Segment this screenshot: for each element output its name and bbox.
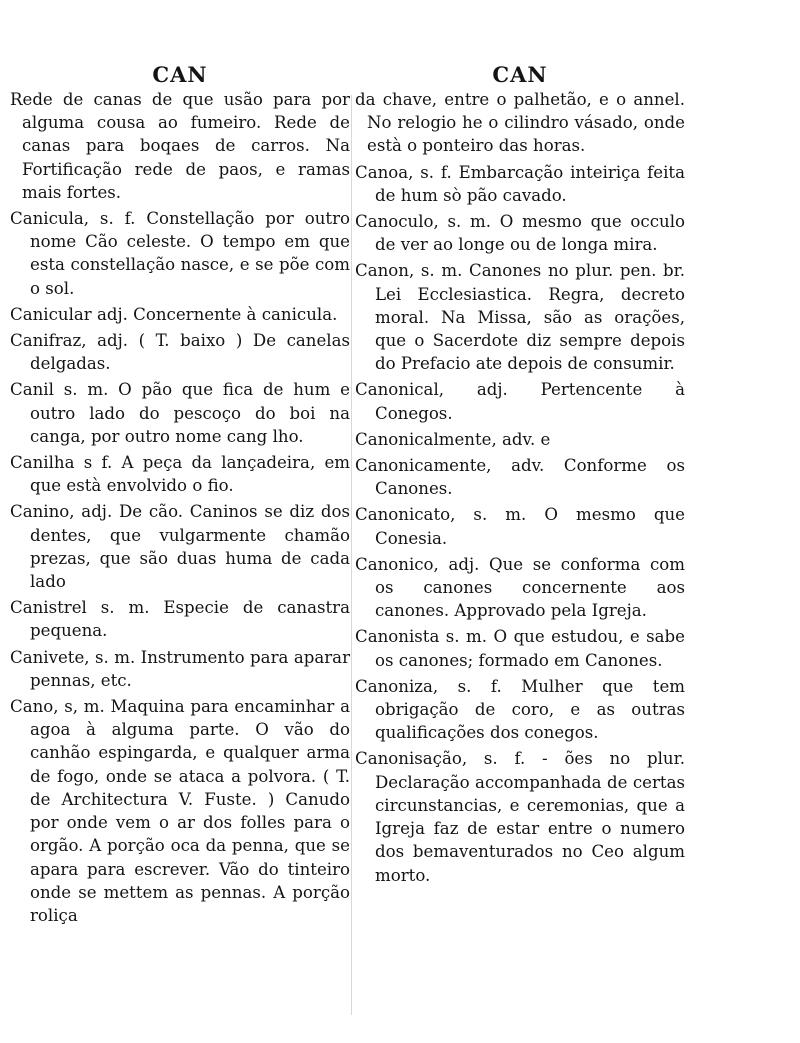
entry-canicula: Canicula, s. f. Constellação por outro nome Cão celeste. O tempo em que esta constellação nasce, e se põe com o sol. <box>10 209 350 298</box>
entry-canonisacao: Canonisação, s. f. - ões no plur. Declaração accompanhada de certas circunstancias, e ceremonias, que a Igreja faz de estar entre o numero dos bemaventurados no Ceo algum morto. <box>355 749 685 885</box>
left-running-header: CAN <box>152 62 208 87</box>
right-running-header: CAN <box>492 62 548 87</box>
entry-canonicalmente: Canonicalmente, adv. e <box>355 429 551 449</box>
entry-canonicato: Canonicato, s. m. O mesmo que Conesia. <box>355 505 685 548</box>
entry-canivete: Canivete, s. m. Instrumento para aparar pennas, etc. <box>10 647 350 690</box>
entry-canonista: Canonista s. m. O que estudou, e sabe os canones; formado em Canones. <box>355 627 685 670</box>
entry-canonical: Canonical, adj. Pertencente à Conegos. <box>355 380 685 423</box>
entry-rede-continuation: Rede de canas de que usão para por alguma cousa ao fumeiro. Rede de canas para boqaes de carros. Na Fortificação rede de paos, e ramas mais fortes. <box>10 90 350 202</box>
entry-canonicamente: Canonicamente, adv. Conforme os Canones. <box>355 456 685 499</box>
entry-canil: Canil s. m. O pão que fica de hum e outro lado do pescoço do boi na canga, por outro nome cang lho. <box>10 380 350 446</box>
entry-cano-continuation: da chave, entre o palhetão, e o annel. No relogio he o cilindro vásado, onde està o ponteiro das horas. <box>355 90 685 156</box>
entry-canino: Canino, adj. De cão. Caninos se diz dos dentes, que vulgarmente chamão prezas, que são duas huma de cada lado <box>10 502 350 592</box>
entry-canoa: Canoa, s. f. Embarcação inteiriça feita de hum sò pão cavado. <box>355 162 685 205</box>
column-divider <box>351 95 352 1015</box>
entry-canonico: Canonico, adj. Que se conforma com os canones concernente aos canones. Approvado pela Igreja. <box>355 554 685 621</box>
entry-canoculo: Canoculo, s. m. O mesmo que occulo de ver ao longe ou de longa mira. <box>355 212 685 255</box>
entry-canifraz: Canifraz, adj. ( T. baixo ) De canelas delgadas. <box>10 331 350 374</box>
entry-canilha: Canilha s f. A peça da lançadeira, em que està envolvido o fio. <box>10 453 350 496</box>
entry-cano: Cano, s, m. Maquina para encaminhar a agoa à alguma parte. O vão do canhão espingarda, e qualquer arma de fogo, onde se ataca a polvora. ( T. de Architectura V. Fuste. ) Canudo por onde vem o ar dos folles para o orgão. A porção oca da penna, que se apara para escrever. Vão do tinteiro onde se mettem as pennas. A porção roliça <box>10 697 350 925</box>
entry-canicular: Canicular adj. Concernente à canicula. <box>10 304 338 324</box>
entry-canistrel: Canistrel s. m. Especie de canastra pequena. <box>10 598 350 641</box>
entry-canon: Canon, s. m. Canones no plur. pen. br. Lei Ecclesiastica. Regra, decreto moral. Na Missa, são as orações, que o Sacerdote diz sempre depois do Prefacio ate depois de consumir. <box>355 261 685 374</box>
entry-canoniza: Canoniza, s. f. Mulher que tem obrigação de coro, e as outras qualificações dos conegos. <box>355 676 685 743</box>
right-column <box>355 62 685 890</box>
left-column <box>10 62 350 930</box>
